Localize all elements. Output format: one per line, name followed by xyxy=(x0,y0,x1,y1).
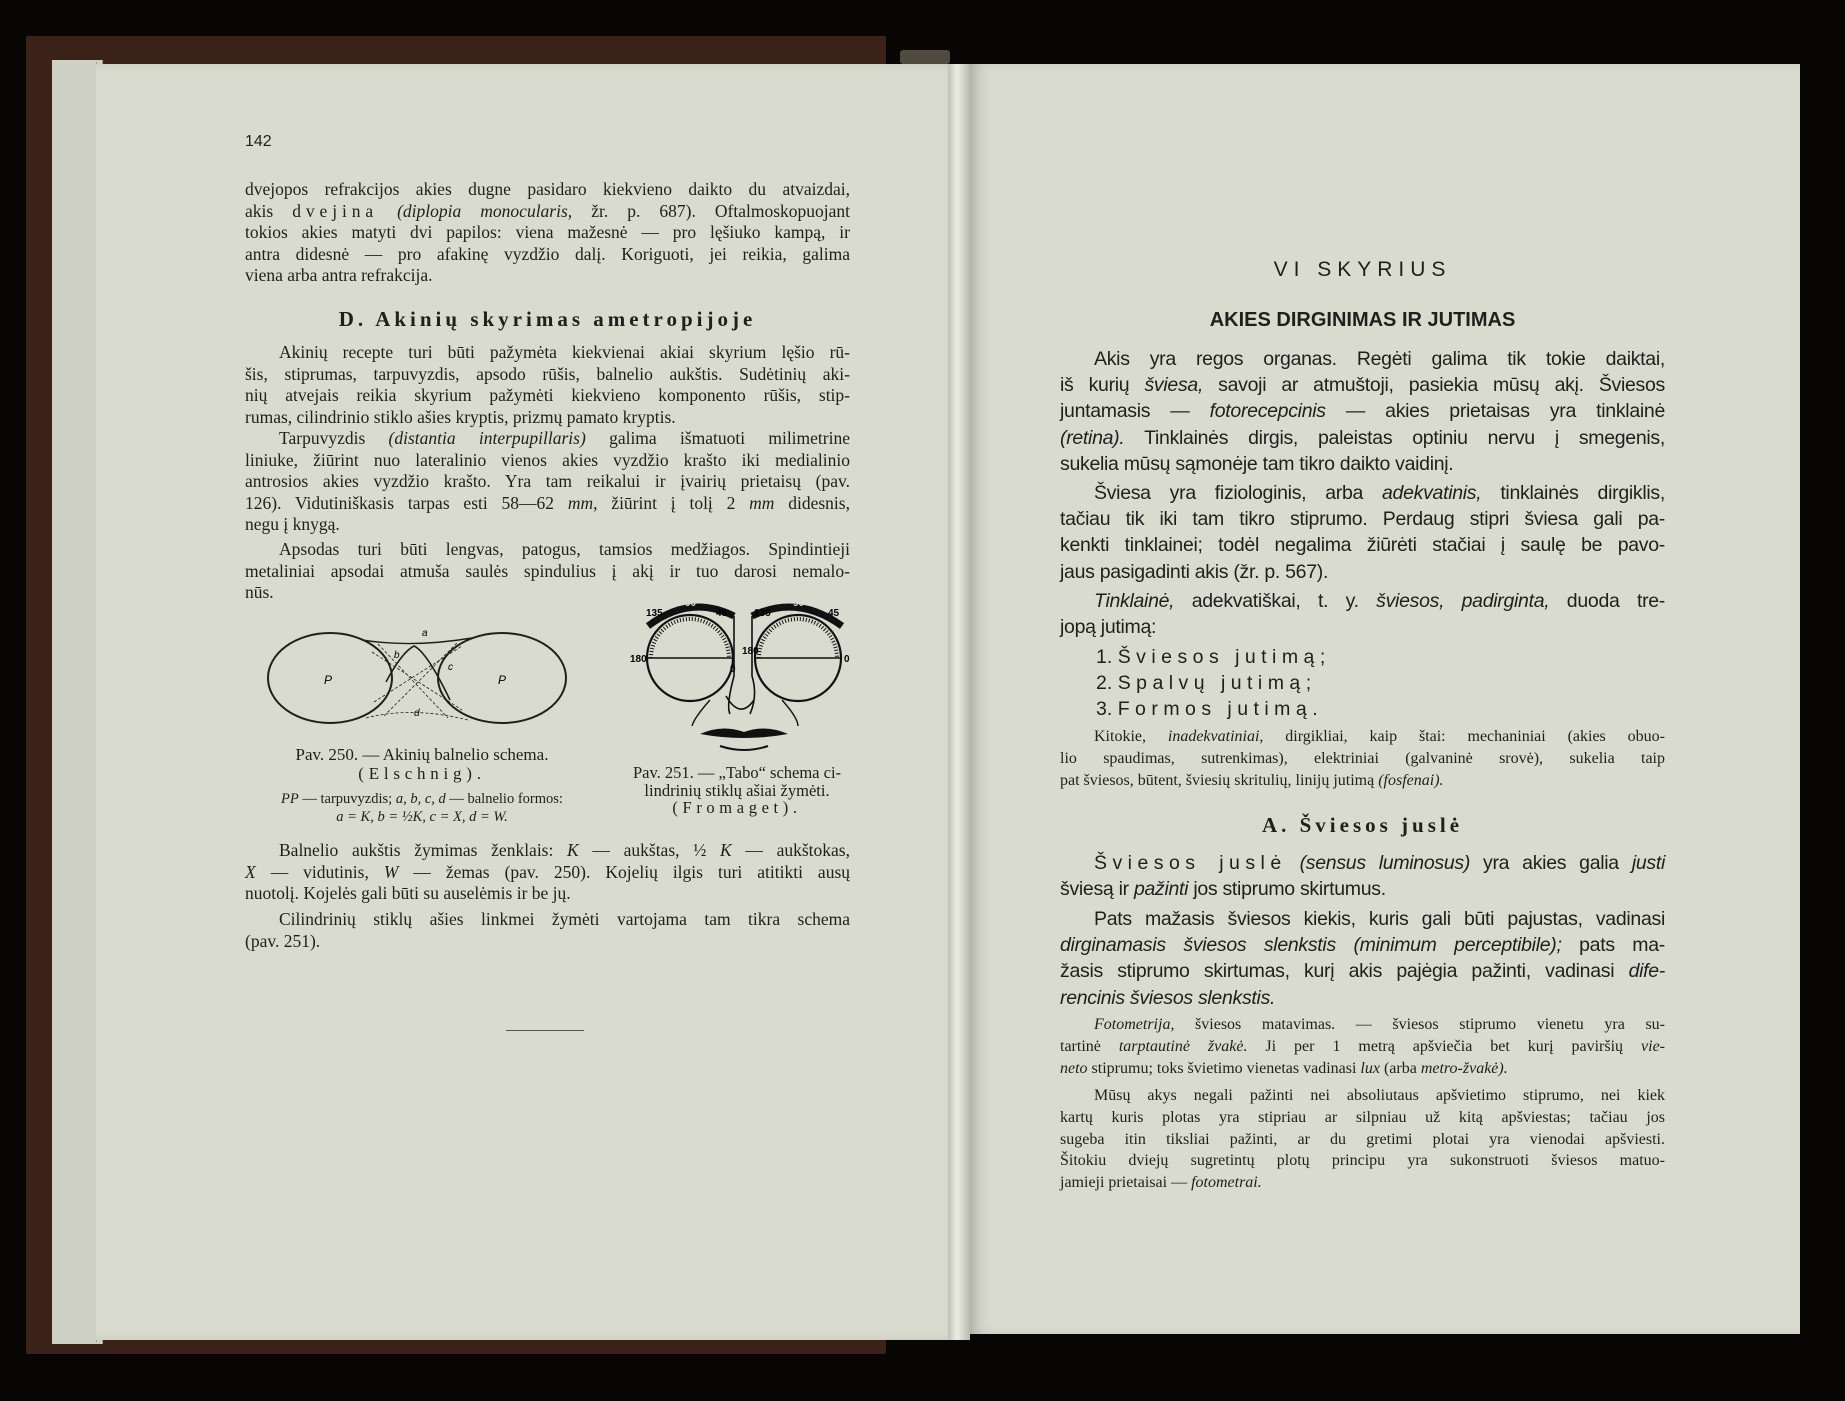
fig251-scale-180-left: 180 xyxy=(630,654,647,665)
text-line: Šviesos juslė (sensus luminosus) yra akies galia justi xyxy=(1094,852,1665,874)
text-line xyxy=(612,799,862,817)
text-line: metaliniai apsodai atmuša saulės spindulius į akį ir tuo darosi nemalo- xyxy=(245,560,850,581)
italic-term: a = K, b = ½K, c = X, d = W. xyxy=(336,809,508,825)
fig250-label-b: b xyxy=(394,650,400,661)
paragraph-recepte xyxy=(245,342,850,428)
text-line: jaus pasigadinti akis (žr. p. 567). xyxy=(1060,560,1329,583)
italic-term: Fotometrija, xyxy=(1094,1016,1175,1033)
italic-term: dirginamasis šviesos slenkstis (minimum perceptibile); xyxy=(1060,934,1562,957)
spaced-emphasis: Spalvų jutimą; xyxy=(1117,672,1317,694)
section-heading-a: A. Šviesos juslė xyxy=(1261,813,1464,837)
text-line: Šviesa yra fiziologinis, arba adekvatinis, tinklainės dirgiklis, xyxy=(1094,482,1665,504)
text-line: akis dvejina (diplopia monocularis, žr. p. 687). Oftalmoskopuojant xyxy=(245,200,851,221)
text-line: juntamasis — fotorecepcinis — akies prietaisas yra tinklainė xyxy=(1060,400,1665,423)
book-gutter xyxy=(948,64,970,1340)
italic-term: (retina). xyxy=(1060,426,1125,449)
text-line: šviesą ir pažinti jos stiprumo skirtumus. xyxy=(1060,878,1386,901)
text-line: Cilindrinių stiklų ašies linkmei žymėti vartojama tam tikra schema xyxy=(279,909,850,929)
text-line: Balnelio aukštis žymimas ženklais: K — aukštas, ½ K — aukštokas, xyxy=(279,840,850,860)
italic-term: X xyxy=(245,861,256,882)
text-line: Tarpuvyzdis (distantia interpupillaris) galima išmatuoti milimetrine xyxy=(279,428,850,448)
fig250-label-a: a xyxy=(422,628,428,639)
paragraph-balnelio xyxy=(245,840,850,905)
figure-250-legend xyxy=(252,790,592,826)
text-line: sugeba itin tiksliai pažinti, ar du gretimi plotai yra vienodai apšviesti. xyxy=(1060,1130,1665,1148)
paragraph-fotometrija xyxy=(1060,1014,1665,1079)
italic-term: (diplopia monocularis, xyxy=(397,200,573,221)
fig250-label-c: c xyxy=(448,662,453,673)
text-line: lio spaudimas, sutrenkimas), elektriniai (galvaninė srovė), sukelia taip xyxy=(1060,749,1665,767)
chapter-label: VI SKYRIUS xyxy=(1273,258,1452,281)
figure-250-caption xyxy=(262,745,582,783)
paragraph-akis xyxy=(1060,346,1665,477)
fig251-scale-180-right: 180 xyxy=(742,646,759,657)
figure-251-tabo-schema xyxy=(630,596,860,761)
italic-term: Tinklainė, xyxy=(1094,590,1175,612)
text-line: 126). Vidutiniškasis tarpas esti 58—62 mm, žiūrint į tolį 2 mm didesnis, xyxy=(245,492,850,513)
fig251-scale-45-left: 45 xyxy=(716,608,728,619)
figure-251-caption xyxy=(612,764,862,817)
italic-term: šviesa, xyxy=(1144,374,1204,397)
italic-term: K xyxy=(567,840,579,860)
paragraph-kitokie xyxy=(1060,726,1665,791)
text-line: (pav. 251). xyxy=(245,930,321,951)
fig251-scale-135-left: 135 xyxy=(646,608,663,619)
fig250-label-p-right: P xyxy=(498,673,507,687)
spaced-emphasis: dvejina xyxy=(292,200,379,221)
italic-term: tarptautinė žvakė. xyxy=(1118,1037,1248,1055)
text-line: nuotolį. Kojelės gali būti su auselėmis ir be jų. xyxy=(245,883,571,904)
italic-term: lux xyxy=(1360,1059,1380,1077)
italic-term: (sensus luminosus) xyxy=(1299,852,1471,874)
page-edges-inner xyxy=(66,62,97,1342)
text-line: lindrinių stiklų ašiai žymėti. xyxy=(644,780,830,800)
fig251-scale-0-right: 0 xyxy=(844,654,850,665)
italic-term: W xyxy=(383,861,399,882)
italic-term: PP xyxy=(281,791,299,807)
spine-binding xyxy=(900,50,950,64)
text-line: šis, stiprumas, tarpuvyzdis, apsodo rūšis, balnelio aukštis. Sudėtinių aki- xyxy=(245,363,850,384)
figure-250-saddle-schema xyxy=(262,622,572,737)
sensation-list xyxy=(1096,644,1331,722)
text-line: sukelia mūsų sąmonėje tam tikro daikto vaidinį. xyxy=(1060,452,1454,475)
paragraph-cilindriniu xyxy=(245,909,850,952)
fig251-scale-0-left: 0 xyxy=(730,664,736,675)
text-line: Akinių recepte turi būti pažymėta kiekvienai akiai skyrium lęšio rū- xyxy=(279,342,850,362)
text-line: iš kurių šviesa, savoji ar atmuštoji, pasiekia mūsų akį. Šviesos xyxy=(1060,374,1666,397)
italic-term: justi xyxy=(1631,852,1665,874)
text-line: negu į knygą. xyxy=(245,514,340,535)
paragraph-intro xyxy=(245,179,850,287)
text-line: Šitokiu dviejų sugretintų plotų principu yra sukonstruoti šviesos matuo- xyxy=(1060,1152,1665,1170)
paragraph-tarpuvyzdis xyxy=(245,428,850,536)
paragraph-pats xyxy=(1060,906,1665,1011)
text-line: tartinė tarptautinė žvakė. Ji per 1 metrą apšviečia bet kurį paviršių vie- xyxy=(1060,1037,1666,1055)
italic-term: šviesos, padirginta, xyxy=(1376,590,1550,612)
spaced-emphasis: Šviesos jutimą; xyxy=(1117,646,1331,668)
chapter-title: AKIES DIRGINIMAS IR JUTIMAS xyxy=(1209,309,1516,331)
text-line: antra didesnė — pro afakinę vyzdžio dalį. Koriguoti, jei reikia, galima xyxy=(245,243,850,264)
italic-term: (distantia interpupillaris) xyxy=(388,428,586,448)
text-line: žasis stiprumo skirtumas, kurį akis pajėgia pažinti, vadinasi dife- xyxy=(1060,960,1665,983)
text-line: kartų kuris plotas yra stipriau ar silpniau už kitą apšviestas; tačiau jos xyxy=(1060,1108,1665,1126)
text-line: jopą jutimą: xyxy=(1060,616,1157,639)
fig251-scale-90-left: 90 xyxy=(685,598,697,609)
paragraph-sviesa xyxy=(1060,480,1665,585)
fig250-label-d: d xyxy=(414,708,420,719)
italic-term: vie- xyxy=(1641,1037,1666,1055)
text-line: dvejopos refrakcijos akies dugne pasidaro kiekvieno daikto du atvaizdai, xyxy=(245,179,850,199)
text-line: liniuke, žiūrint nuo lateralinio vienos akies vyzdžio krašto iki medialinio xyxy=(245,449,850,470)
fig251-scale-45-right: 45 xyxy=(828,608,840,619)
italic-term: dife- xyxy=(1628,960,1665,983)
fig251-scale-90-right: 90 xyxy=(793,598,805,609)
text-line: antrosios akies vyzdžio krašto. Yra tam reikalui ir įvairių prietaisų (pav. xyxy=(245,471,850,492)
text-line: dirginamasis šviesos slenkstis (minimum perceptibile); pats ma- xyxy=(1060,934,1665,957)
fig250-label-p-left: P xyxy=(324,673,333,687)
text-line: 1. Šviesos jutimą; xyxy=(1096,646,1331,668)
page-number: 142 xyxy=(245,133,272,150)
paragraph-musu xyxy=(1060,1085,1665,1194)
spaced-emphasis: (Elschnig). xyxy=(358,764,486,783)
paragraph-apsodas xyxy=(245,539,850,604)
end-rule xyxy=(506,1030,584,1031)
text-line: pat šviesos, būtent, šviesių skritulių, linijų jutimą (fosfenai). xyxy=(1060,771,1444,789)
text-line: rumas, cilindrinio stiklo ašies kryptis, prizmų pamato kryptis. xyxy=(245,406,676,427)
italic-term: a, b, c, d xyxy=(395,791,446,807)
text-line: neto stiprumu; toks švietimo vienetas vadinasi lux (arba metro-žvakė). xyxy=(1060,1059,1508,1077)
italic-term: (fosfenai). xyxy=(1378,771,1444,789)
text-line: Pav. 250. — Akinių balnelio schema. xyxy=(295,745,549,764)
text-line: 3. Formos jutimą. xyxy=(1096,698,1324,720)
italic-term: neto xyxy=(1060,1059,1088,1077)
paragraph-tinklaine xyxy=(1060,588,1665,640)
section-heading-d: D. Akinių skyrimas ametropijoje xyxy=(338,307,757,331)
text-line: Kitokie, inadekvatiniai, dirgikliai, kaip štai: mechaniniai (akies obuo- xyxy=(1094,728,1665,745)
text-line xyxy=(262,764,582,783)
text-line: kenkti tinklainei; todėl negalima žiūrėti stačiai į saulę be pavo- xyxy=(1060,534,1665,557)
text-line: nūs. xyxy=(245,582,274,603)
text-line: viena arba antra refrakcija. xyxy=(245,265,433,286)
italic-term: pažinti xyxy=(1133,878,1189,901)
italic-term: adekvatinis, xyxy=(1382,482,1482,504)
text-line: (retina). Tinklainės dirgis, paleistas optiniu nervu į smegenis, xyxy=(1060,426,1665,449)
text-line: Akis yra regos organas. Regėti galima tik tokie daiktai, xyxy=(1094,348,1665,370)
text-line: Pats mažasis šviesos kiekis, kuris gali būti pajustas, vadinasi xyxy=(1094,908,1665,930)
text-line: 2. Spalvų jutimą; xyxy=(1096,672,1317,694)
text-line: Tinklainė, adekvatiškai, t. y. šviesos, padirginta, duoda tre- xyxy=(1094,590,1666,612)
text-line xyxy=(1060,985,1665,1011)
text-line: tačiau tik iki tam tikro stiprumo. Perdaug stipri šviesa gali pa- xyxy=(1060,508,1665,531)
italic-term: K xyxy=(720,840,732,860)
italic-term: fotorecepcinis xyxy=(1209,400,1326,423)
text-line: Apsodas turi būti lengvas, patogus, tamsios medžiagos. Spindintieji xyxy=(279,539,850,559)
paragraph-jusle xyxy=(1060,850,1665,902)
text-line: X — vidutinis, W — žemas (pav. 250). Kojelių ilgis turi atitikti ausų xyxy=(245,861,851,882)
text-line: jamieji prietaisai — fotometrai. xyxy=(1060,1174,1262,1192)
italic-term: inadekvatiniai, xyxy=(1167,728,1264,745)
text-line: Pav. 251. — „Tabo“ schema ci- xyxy=(632,763,842,782)
spaced-emphasis: (Fromaget). xyxy=(672,798,802,817)
italic-term: metro-žvakė). xyxy=(1420,1059,1508,1077)
text-line: tokios akies matyti dvi papilos: viena mažesnė — pro lęšiuko kampą, ir xyxy=(245,222,850,243)
text-line: Fotometrija, šviesos matavimas. — šviesos stiprumo vienetu yra su- xyxy=(1094,1016,1665,1033)
italic-term: mm xyxy=(749,492,775,513)
italic-term: mm xyxy=(567,492,594,513)
spaced-emphasis: Šviesos juslė xyxy=(1094,852,1287,874)
italic-term: fotometrai. xyxy=(1191,1174,1262,1192)
italic-term: rencinis šviesos slenkstis. xyxy=(1060,986,1276,1009)
text-line: Mūsų akys negali pažinti nei absoliutaus apšvietimo stiprumo, nei kiek xyxy=(1094,1087,1665,1104)
text-line: nių atvejais reikia skyrium pažymėti kiekvieno komponento rūšis, stip- xyxy=(245,385,850,406)
text-line xyxy=(252,808,592,826)
text-line: PP — tarpuvyzdis; a, b, c, d — balnelio formos: xyxy=(281,791,563,807)
fig251-scale-135-right: 135 xyxy=(754,608,771,619)
spaced-emphasis: Formos jutimą. xyxy=(1117,698,1324,720)
